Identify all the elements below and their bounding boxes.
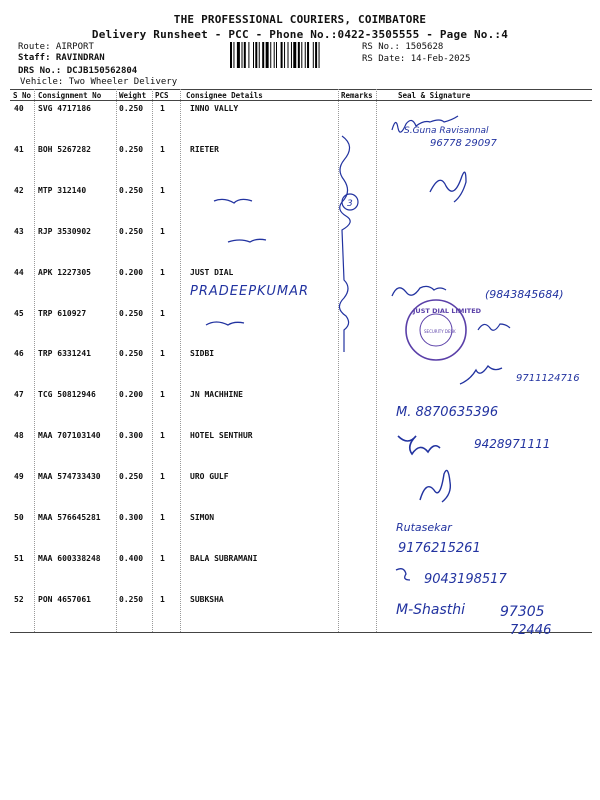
cell-pcs: 1 bbox=[160, 308, 165, 318]
cell-consignment: APK 1227305 bbox=[38, 267, 91, 277]
cell-weight: 0.300 bbox=[119, 431, 144, 441]
cell-sno: 51 bbox=[14, 553, 24, 563]
route-label: Route: AIRPORT bbox=[18, 42, 94, 52]
cell-consignee: BALA SUBRAMANI bbox=[190, 553, 258, 563]
column-header-pcs: PCS bbox=[155, 91, 169, 100]
cell-sno: 42 bbox=[14, 185, 24, 195]
cell-consignment: PON 4657061 bbox=[38, 594, 91, 604]
signature-phone-44: (9843845684) bbox=[485, 288, 564, 301]
remarks-digit: 3 bbox=[347, 199, 353, 209]
cell-sno: 50 bbox=[14, 513, 24, 522]
cell-sno: 45 bbox=[14, 308, 24, 318]
cell-pcs: 1 bbox=[160, 553, 165, 563]
signature-scribble-48 bbox=[398, 436, 440, 454]
staff-label: Staff: RAVINDRAN bbox=[18, 53, 105, 63]
cell-pcs: 1 bbox=[160, 513, 165, 522]
cell-consignee: SIDBI bbox=[190, 349, 215, 359]
cell-pcs: 1 bbox=[160, 472, 165, 482]
table-top-rule bbox=[10, 89, 592, 90]
signature-scribble-51 bbox=[396, 569, 410, 580]
signature-phone-40: 96778 29097 bbox=[430, 138, 497, 149]
cell-consignee: INNO VALLY bbox=[190, 104, 239, 113]
column-divider bbox=[34, 89, 35, 632]
column-divider bbox=[376, 89, 377, 632]
cell-sno: 43 bbox=[14, 226, 24, 236]
signature-phone-50: 9176215261 bbox=[398, 541, 481, 556]
cell-consignment: SVG 4717186 bbox=[38, 104, 91, 113]
stamp-text: JUST DIAL LIMITED bbox=[413, 307, 482, 315]
table-header-rule bbox=[10, 100, 592, 101]
signature-scribble-44 bbox=[392, 286, 446, 296]
consignee-dash-45 bbox=[206, 322, 244, 325]
vehicle-label: Vehicle: Two Wheeler Delivery bbox=[20, 77, 178, 87]
cell-weight: 0.300 bbox=[119, 513, 144, 522]
cell-pcs: 1 bbox=[160, 390, 165, 400]
cell-consignment: TRP 6331241 bbox=[38, 349, 91, 359]
stamp-center-text: SECURITY DESK bbox=[424, 329, 456, 334]
signature-name-40: S.Guna Ravisannal bbox=[404, 126, 489, 136]
cell-consignment: TCG 50812946 bbox=[38, 390, 96, 400]
cell-weight: 0.250 bbox=[119, 185, 144, 195]
consignee-dash-43 bbox=[228, 239, 266, 242]
cell-sno: 52 bbox=[14, 594, 24, 604]
cell-consignee: SIMON bbox=[190, 513, 215, 522]
cell-sno: 40 bbox=[14, 104, 24, 113]
column-header-weight: Weight bbox=[119, 91, 147, 100]
signature-name-50: Rutasekar bbox=[396, 521, 452, 534]
cell-weight: 0.250 bbox=[119, 472, 144, 482]
company-title: THE PROFESSIONAL COURIERS, COIMBATORE bbox=[173, 13, 427, 26]
table-bottom-rule bbox=[10, 632, 592, 633]
signature-scribble-42 bbox=[430, 172, 466, 202]
cell-consignment: BOH 5267282 bbox=[38, 144, 91, 154]
cell-pcs: 1 bbox=[160, 104, 165, 113]
cell-consignment: MTP 312140 bbox=[38, 185, 87, 195]
cell-consignment: RJP 3530902 bbox=[38, 226, 91, 236]
column-header-consignment: Consignment No bbox=[38, 91, 102, 100]
cell-pcs: 1 bbox=[160, 144, 165, 154]
column-header-consignee: Consignee Details bbox=[186, 91, 263, 100]
cell-sno: 48 bbox=[14, 431, 24, 441]
column-divider bbox=[152, 89, 153, 632]
column-header-seal: Seal & Signature bbox=[398, 91, 471, 100]
cell-weight: 0.250 bbox=[119, 104, 144, 113]
drs-number: DRS No.: DCJB150562804 bbox=[18, 66, 138, 76]
cell-pcs: 1 bbox=[160, 431, 165, 441]
signature-phone-52a: 97305 bbox=[500, 604, 545, 620]
cell-pcs: 1 bbox=[160, 185, 165, 195]
cell-weight: 0.200 bbox=[119, 390, 144, 400]
cell-weight: 0.200 bbox=[119, 267, 144, 277]
barcode-image bbox=[230, 42, 354, 68]
rs-number: RS No.: 1505628 bbox=[362, 42, 444, 52]
column-divider bbox=[338, 89, 339, 632]
handwritten-consignee-44: PRADEEPKUMAR bbox=[190, 284, 309, 299]
cell-consignee: RIETER bbox=[190, 144, 219, 154]
cell-weight: 0.250 bbox=[119, 349, 144, 359]
signature-phone-46: 9711124716 bbox=[516, 373, 580, 384]
company-stamp-inner bbox=[420, 314, 452, 346]
stamp-scribble bbox=[478, 324, 510, 330]
signature-name-52: M-Shasthi bbox=[396, 602, 466, 618]
cell-consignee: HOTEL SENTHUR bbox=[190, 431, 253, 441]
column-divider bbox=[116, 89, 117, 632]
cell-weight: 0.250 bbox=[119, 594, 144, 604]
signature-phone-47: M. 8870635396 bbox=[396, 405, 499, 420]
cell-weight: 0.250 bbox=[119, 308, 144, 318]
cell-sno: 41 bbox=[14, 144, 24, 154]
cell-consignment: MAA 707103140 bbox=[38, 431, 101, 441]
cell-sno: 47 bbox=[14, 390, 24, 400]
cell-consignee: JUST DIAL bbox=[190, 267, 234, 277]
cell-consignment: TRP 610927 bbox=[38, 308, 87, 318]
signature-phone-48: 9428971111 bbox=[474, 437, 551, 451]
cell-weight: 0.250 bbox=[119, 144, 144, 154]
cell-pcs: 1 bbox=[160, 349, 165, 359]
cell-weight: 0.250 bbox=[119, 226, 144, 236]
cell-consignee: URO GULF bbox=[190, 472, 229, 482]
consignee-dash-42 bbox=[214, 199, 252, 203]
column-divider bbox=[180, 89, 181, 632]
cell-consignment: MAA 600338248 bbox=[38, 553, 101, 563]
cell-pcs: 1 bbox=[160, 267, 165, 277]
cell-weight: 0.400 bbox=[119, 553, 144, 563]
cell-consignee: SUBKSHA bbox=[190, 594, 224, 604]
runsheet-subtitle: Delivery Runsheet - PCC - Phone No.:0422-3505555 - Page No.:4 bbox=[91, 28, 509, 41]
signature-phone-51: 9043198517 bbox=[424, 572, 507, 587]
signature-scribble-49 bbox=[420, 470, 450, 502]
cell-pcs: 1 bbox=[160, 594, 165, 604]
cell-sno: 46 bbox=[14, 349, 24, 359]
company-stamp bbox=[406, 300, 466, 360]
signature-phone-52b: 72446 bbox=[510, 623, 552, 638]
cell-pcs: 1 bbox=[160, 226, 165, 236]
signature-scribble-46 bbox=[460, 366, 502, 384]
column-header-remarks: Remarks bbox=[341, 91, 373, 100]
cell-consignment: MAA 574733430 bbox=[38, 472, 101, 482]
signature-scribble-40 bbox=[392, 116, 458, 132]
rs-date: RS Date: 14-Feb-2025 bbox=[362, 54, 471, 64]
remarks-circle-mark bbox=[342, 194, 358, 210]
cell-sno: 49 bbox=[14, 472, 24, 482]
cell-sno: 44 bbox=[14, 267, 24, 277]
cell-consignment: MAA 576645281 bbox=[38, 513, 101, 522]
column-header-sno: S No bbox=[13, 91, 32, 100]
cell-consignee: JN MACHHINE bbox=[190, 390, 243, 400]
remarks-scribble bbox=[339, 136, 350, 352]
